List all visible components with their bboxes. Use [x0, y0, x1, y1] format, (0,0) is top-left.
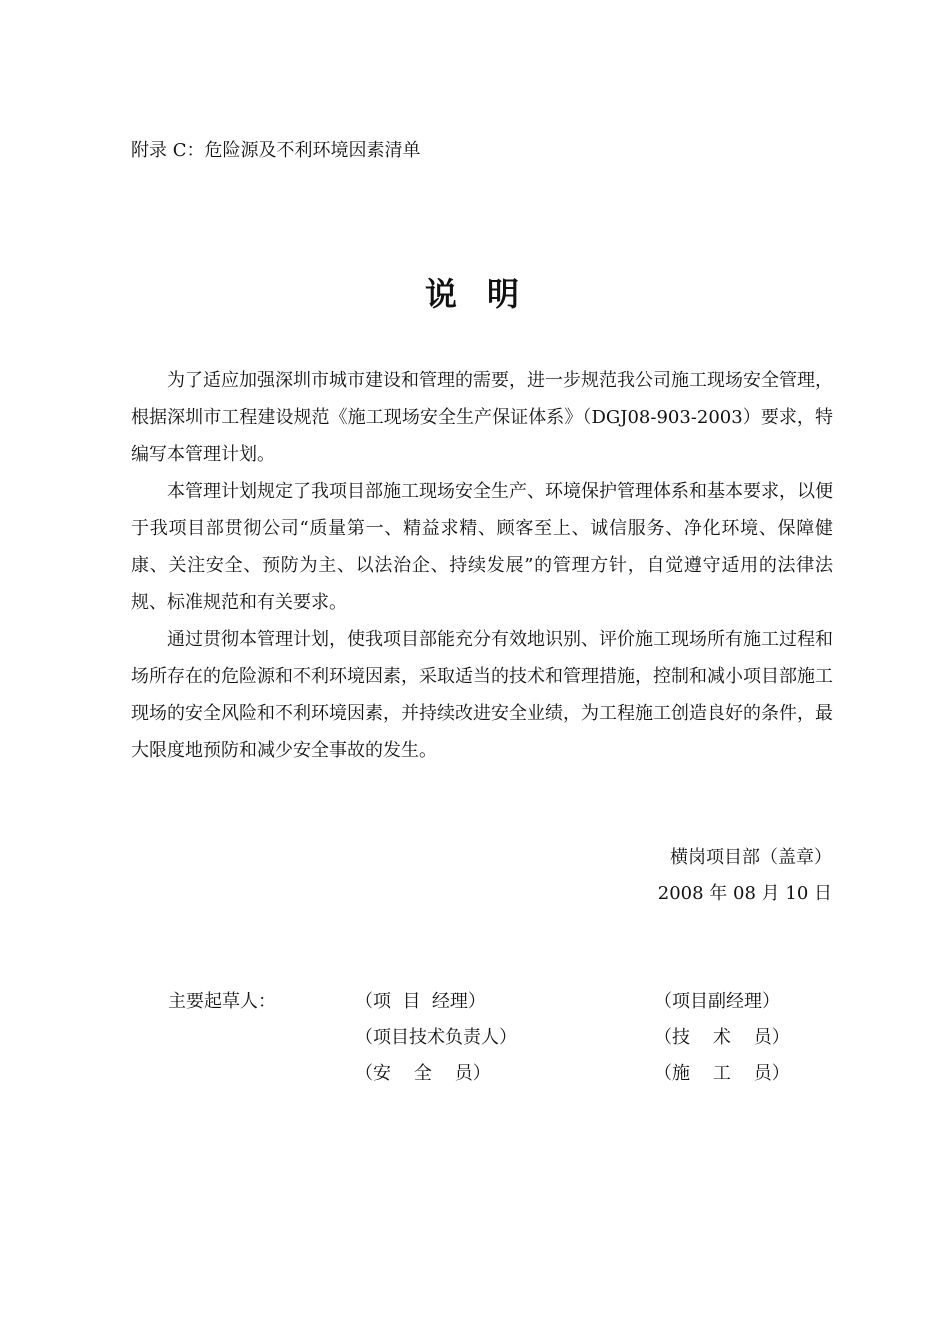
drafter-role: （项目副经理）	[654, 991, 780, 1012]
signature-block	[658, 840, 832, 912]
drafter-role: （技 术 员）	[654, 1027, 790, 1048]
drafters-left-column	[355, 984, 517, 1092]
signature-date: 2008 年 08 月 10 日	[657, 883, 832, 904]
signature-org: 横岗项目部（盖章）	[670, 847, 832, 868]
paragraph-1: 为了适应加强深圳市城市建设和管理的需要，进一步规范我公司施工现场安全管理，根据深圳市工程建设规范《施工现场安全生产保证体系》（DGJ08-903-2003）要求，特编写本管理计划。	[131, 370, 833, 465]
drafters-label: 主要起草人：	[168, 991, 276, 1012]
body-text	[131, 362, 833, 769]
page-title: 说明	[424, 275, 549, 313]
drafter-role: （项目技术负责人）	[355, 1027, 517, 1048]
drafter-role: （项 目 经理）	[355, 991, 486, 1012]
paragraph-2: 本管理计划规定了我项目部施工现场安全生产、环境保护管理体系和基本要求，以便于我项目部贯彻公司“质量第一、精益求精、顾客至上、诚信服务、净化环境、保障健康、关注安全、预防为主、以法治企、持续发展”的管理方针，自觉遵守适用的法律法规、标准规范和有关要求。	[131, 481, 833, 613]
paragraph-3: 通过贯彻本管理计划，使我项目部能充分有效地识别、评价施工现场所有施工过程和场所存在的危险源和不利环境因素，采取适当的技术和管理措施，控制和减小项目部施工现场的安全风险和不利环境因素，并持续改进安全业绩，为工程施工创造良好的条件，最大限度地预防和减少安全事故的发生。	[131, 629, 833, 761]
drafters-right-column	[654, 984, 790, 1092]
appendix-heading: 附录 C：危险源及不利环境因素清单	[131, 140, 421, 161]
drafter-role: （安 全 员）	[355, 1063, 491, 1084]
drafter-role: （施 工 员）	[654, 1063, 790, 1084]
